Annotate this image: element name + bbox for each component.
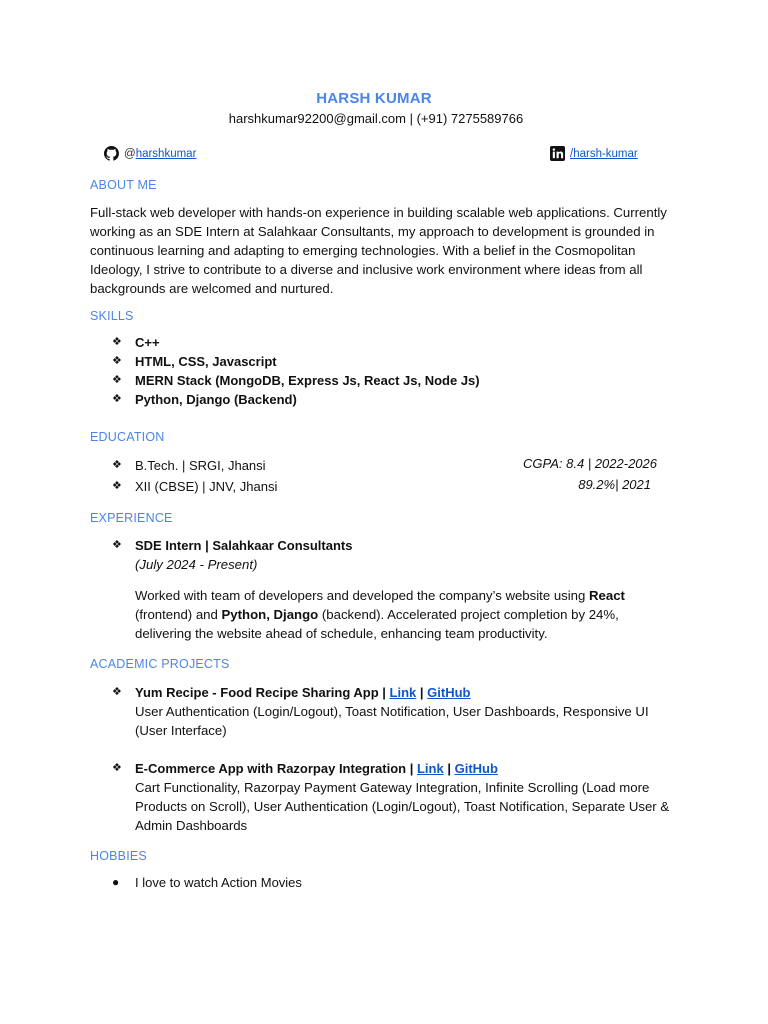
exp-desc-part: (frontend) and [135,607,222,622]
skill-label: HTML, CSS, Javascript [135,354,277,369]
separator: | [443,761,455,776]
exp-desc-part: Worked with team of developers and developed the company’s website using [135,588,590,603]
project-item [112,759,672,778]
education-detail: 89.2%| 2021 [578,477,651,492]
experience-role: SDE Intern | Salahkaar Consultants [135,538,353,553]
diamond-bullet-icon: ❖ [112,374,122,386]
diamond-bullet-icon: ❖ [112,393,122,405]
dot-bullet-icon: ● [112,875,120,889]
project-name: Yum Recipe - Food Recipe Sharing App [135,685,379,700]
exp-desc-highlight: React [589,588,625,603]
project-live-link[interactable]: Link [389,685,417,700]
about-text: Full-stack web developer with hands-on experience in building scalable web applications. Currently working as an SDE Intern at Salahkaar Consultants, my approach to development is grounded in continuous learning and adapting to emerging technologies. With a belief in the Cosmopolitan Ideology, I strive to contribute to a diverse and inclusive work environment where ideas from all backgrounds are welcomed and nurtured. [90,205,667,296]
github-handle-link[interactable]: harshkumar [135,147,197,160]
skills-heading: SKILLS [90,309,134,323]
separator: | [378,685,390,700]
experience-period: (July 2024 - Present) [135,557,258,572]
diamond-bullet-icon: ❖ [112,539,122,551]
linkedin-icon [550,146,565,161]
diamond-bullet-icon: ❖ [112,480,122,492]
diamond-bullet-icon: ❖ [112,355,122,367]
education-school: XII (CBSE) | JNV, Jhansi [135,479,278,494]
project-github-link[interactable]: GitHub [454,761,498,776]
separator: | [406,761,417,776]
projects-heading: ACADEMIC PROJECTS [90,657,230,671]
skill-item [112,371,672,390]
skill-item [112,352,672,371]
project-live-link[interactable]: Link [416,761,444,776]
about-heading: ABOUT ME [90,178,157,192]
education-heading: EDUCATION [90,430,165,444]
hobby-label: I love to watch Action Movies [135,875,302,890]
hobbies-heading: HOBBIES [90,849,147,863]
linkedin-link-row[interactable] [550,146,638,161]
exp-desc-part: (backend). Accelerated project completion by 24%, delivering the website ahead of schedule, enhancing team productivity. [135,607,619,641]
skill-label: C++ [135,335,160,350]
experience-heading: EXPERIENCE [90,511,173,525]
candidate-name: HARSH KUMAR [316,90,432,107]
github-link-row[interactable] [104,146,196,161]
contact-line: harshkumar92200@gmail.com | (+91) 7275589766 [228,111,524,126]
experience-description [135,586,675,643]
separator: | [416,685,428,700]
project-name: E-Commerce App with Razorpay Integration [135,761,407,776]
diamond-bullet-icon: ❖ [112,686,122,698]
education-detail: CGPA: 8.4 | 2022-2026 [523,456,657,471]
experience-item [112,536,672,555]
diamond-bullet-icon: ❖ [112,459,122,471]
diamond-bullet-icon: ❖ [112,762,122,774]
github-icon [104,146,119,161]
project-description: User Authentication (Login/Logout), Toast Notification, User Dashboards, Responsive UI (User Interface) [135,704,649,738]
github-prefix: @ [124,147,136,160]
hobby-item [112,873,672,892]
exp-desc-highlight: Python, Django [221,607,319,622]
skill-item [112,333,672,352]
education-school: B.Tech. | SRGI, Jhansi [135,458,266,473]
skill-label: Python, Django (Backend) [135,392,297,407]
project-github-link[interactable]: GitHub [427,685,471,700]
skill-item [112,390,672,409]
project-description: Cart Functionality, Razorpay Payment Gateway Integration, Infinite Scrolling (Load more Products on Scroll), User Authentication (Login/Logout), Toast Notification, Separate User & Admin Dashboards [135,780,670,833]
linkedin-handle-link[interactable]: /harsh-kumar [570,147,638,160]
diamond-bullet-icon: ❖ [112,336,122,348]
skill-label: MERN Stack (MongoDB, Express Js, React Js, Node Js) [135,373,480,388]
project-item [112,683,672,702]
